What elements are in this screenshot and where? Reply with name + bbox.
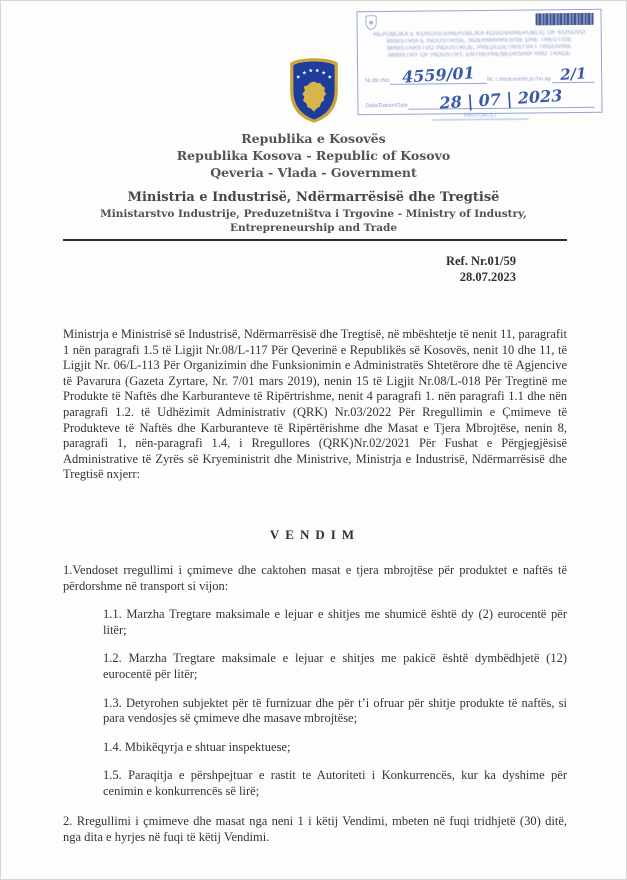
intro-paragraph: Ministrja e Ministrisë së Industrisë, Ndërmarrësisë dhe Tregtisë, në mbështetje të nenit 11, paragrafit 1 nën paragrafi 1.5 të Ligjit Nr.08/L-117 Për Qeverinë e Republikës së Kosovës, nenit 10 dhe 11, të Ligjit Nr. 06/L-113 Për Organizimin dhe Funksionimin e Administratës Shtetërore dhe të Agjencive të Pavarura (Gazeta Zyrtare, Nr. 7/01 mars 2019), nenin 15 të Ligjit Nr.08/L-018 Për Tregtinë me Produkte të Naftës dhe Karburanteve të Ripërtrishme, nenit 4 paragrafi 1. nën paragrafi 1.1 dhe nën paragrafi 1.2. të Udhëzimit Administrativ (QRK) Nr.03/2022 Për Rregullimin e Çmimeve të Produkteve të Naftës dhe Karburanteve të Ripërtërishme dhe Masat e Tjera Mbrojtëse, nenin 8, paragrafi 1, nën-paragrafi 1.4, i Rregullores (QRK)Nr.02/2021 Për Fushat e Përgjegjësisë Administrative të Zyrës së Kryeministrit dhe Ministrive, Ministrja e Industrisë, Ndërmarrësisë dhe Tregtisë nxjerr: xyxy=(63,327,567,482)
stamp-number-field xyxy=(390,63,487,87)
stamp-number-label: Nr./Br./No. xyxy=(365,77,391,85)
decision-subitem-1-3: 1.3. Detyrohen subjektet për të furnizuar dhe për t’i ofruar për shitje produkte të naftës, si para vendosjes së çmimeve dhe masave mbrojtëse; xyxy=(103,695,567,726)
stamp-date-row xyxy=(365,85,594,113)
stamp-top-row xyxy=(365,13,594,31)
header-divider xyxy=(63,239,567,241)
stamp-footer-label: PROTOKOLI xyxy=(432,112,528,120)
stamp-header-line: MINISTRY OF INDUSTRY, ENTREPRENEURSHIP AND TRADE xyxy=(388,51,571,59)
stamp-header-line: MINISTARSTVO INDUSTRIJE, PREDUZETNIŠTVA I TRGOVINE xyxy=(387,44,572,52)
document-body xyxy=(63,327,567,846)
stamp-emblem-icon xyxy=(365,15,378,30)
protocol-stamp xyxy=(356,9,602,120)
stamp-header-lines xyxy=(365,30,594,60)
reference-date: 28.07.2023 xyxy=(459,269,516,284)
reference-block xyxy=(1,254,516,285)
kosovo-emblem-icon xyxy=(285,57,343,124)
stamp-annex-handwriting: 2/1 xyxy=(559,64,587,84)
decision-title: VENDIM xyxy=(269,526,361,542)
stamp-number-row xyxy=(365,63,594,87)
decision-subitem-1-1: 1.1. Marzha Tregtare maksimale e lejuar e shitjes me shumicë është dy (2) eurocentë për litër; xyxy=(103,607,567,637)
reference-number: Ref. Nr.01/59 xyxy=(445,254,516,268)
government-line: Qeveria - Vlada - Government xyxy=(210,165,417,180)
country-name-multi: Republika Kosova - Republic of Kosovo xyxy=(176,148,451,163)
stamp-header-line: MINISTRIA E INDUSTRISË, NDËRMARRËSISË DHE TREGTISË xyxy=(386,37,572,45)
stamp-date-label: Data/Datum/Date xyxy=(365,102,408,110)
country-name-sq: Republika e Kosovës xyxy=(241,131,386,146)
decision-item-2: 2. Rregullimi i çmimeve dhe masat nga neni 1 i këtij Vendimi, mbeten në fuqi tridhjetë (30) ditë, nga dita e hyrjes në fuqi të këtij Vendimi. xyxy=(63,814,567,845)
stamp-barcode xyxy=(535,13,593,26)
decision-subitem-1-4: 1.4. Mbikëqyrja e shtuar inspektuese; xyxy=(103,739,291,754)
stamp-date-handwriting: 28 | 07 | 2023 xyxy=(439,85,564,113)
decision-subitem-1-2: 1.2. Marzha Tregtare maksimale e lejuar e shitjes me pakicë është dymbëdhjetë (12) eurocentë për litër; xyxy=(103,651,567,681)
stamp-annex-field xyxy=(552,64,594,84)
stamp-date-field xyxy=(408,85,595,113)
decision-subitem-1-5: 1.5. Paraqitja e përshpejtuar e rastit te Autoriteti i Konkurrencës, kur ka dyshime për cenimin e konkurrencës së lirë; xyxy=(103,768,567,798)
letterhead xyxy=(1,130,626,181)
stamp-header-line: REPUBLIKA E KOSOVËS/REPUBLIKA KOSOVA/REPUBLIC OF KOSOVO xyxy=(373,29,586,39)
decision-item-1: 1.Vendoset rregullimi i çmimeve dhe caktohen masat e tjera mbrojtëse për produktet e naftës të përdorshme në transport si vijon: xyxy=(63,562,567,593)
ministry-subtitle: Ministarstvo Industrije, Preduzetništva i Trgovine - Ministry of Industry, Entrepreneurship and Trade xyxy=(100,208,527,234)
stamp-number-handwriting: 4559/01 xyxy=(401,63,476,87)
ministry-title: Ministria e Industrisë, Ndërmarrësisë dhe Tregtisë xyxy=(127,190,500,205)
stamp-annex-label: Nr. i shtojcave/br.pr./no.ag. xyxy=(487,76,553,83)
